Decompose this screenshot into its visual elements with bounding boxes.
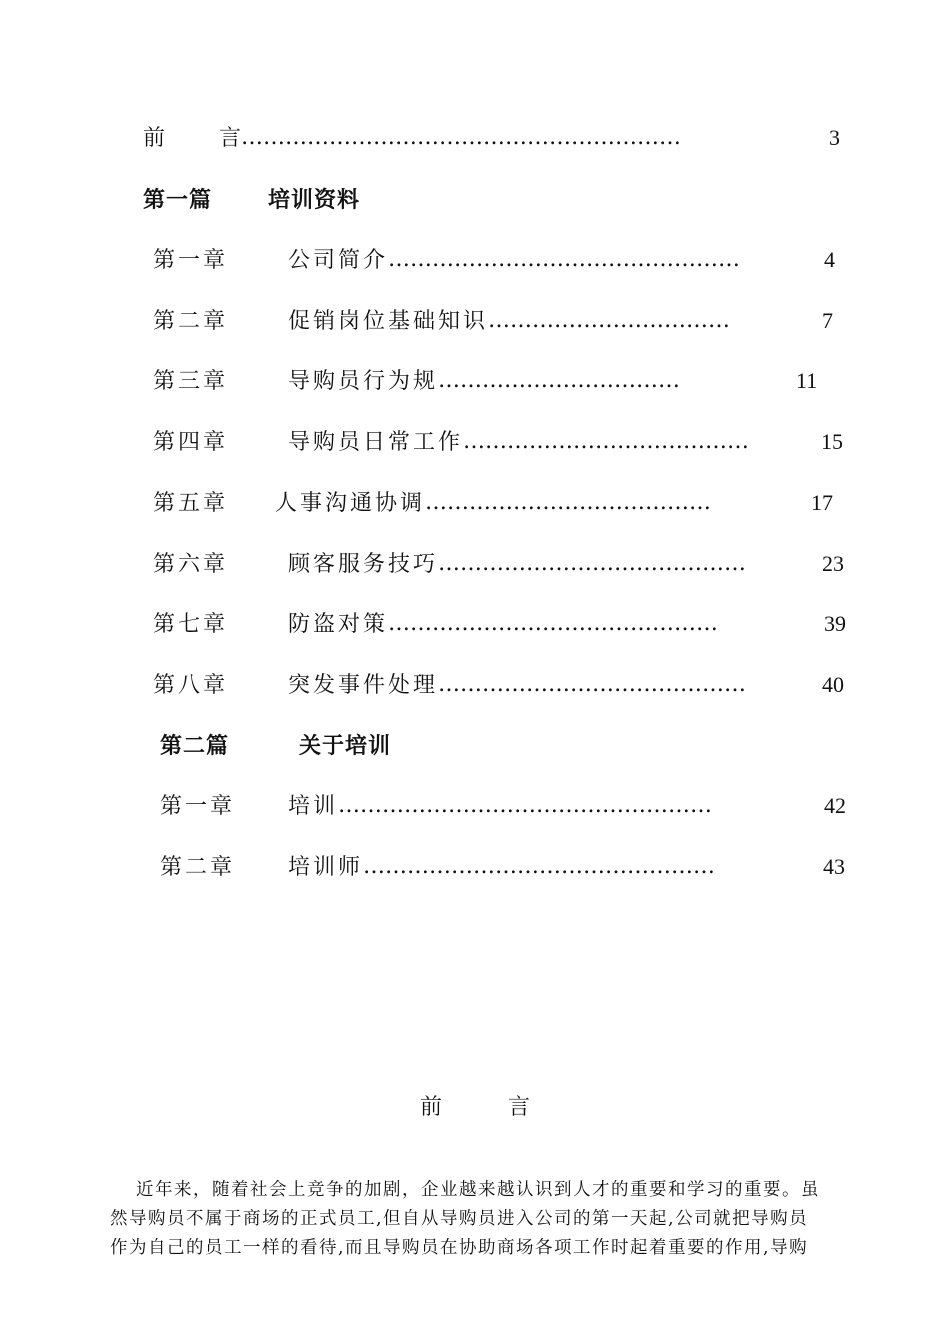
chapter-title: 培训 <box>288 794 339 819</box>
toc-leader: ……………………………………… <box>388 611 719 636</box>
chapter-label: 第一章 <box>160 794 236 819</box>
chapter-title: 导购员行为规 <box>288 369 439 394</box>
chapter-title: 突发事件处理 <box>288 673 439 698</box>
toc-page-number: 4 <box>824 247 836 272</box>
toc-part-heading <box>143 185 360 215</box>
chapter-label: 第七章 <box>153 612 229 637</box>
toc-page-number: 15 <box>821 429 844 454</box>
chapter-title: 培训师 <box>288 855 364 880</box>
toc-chapter-entry[interactable] <box>153 609 846 640</box>
toc-page-number: 40 <box>822 672 845 697</box>
chapter-label: 第二章 <box>160 855 236 880</box>
chapter-title: 顾客服务技巧 <box>288 552 439 577</box>
toc-page-number: 23 <box>822 551 845 576</box>
toc-chapter-entry[interactable] <box>160 791 846 822</box>
toc-chapter-entry[interactable] <box>153 427 843 458</box>
toc-leader: …………………………………………………… <box>241 125 682 150</box>
toc-page-number: 7 <box>822 308 834 333</box>
toc-page-number: 43 <box>823 854 846 879</box>
toc-chapter-entry[interactable] <box>153 366 817 397</box>
chapter-title: 防盗对策 <box>288 612 389 637</box>
toc-chapter-entry[interactable] <box>153 549 844 580</box>
chapter-label: 第三章 <box>153 369 229 394</box>
chapter-title: 促销岗位基础知识 <box>288 309 489 334</box>
part-title: 培训资料 <box>268 187 361 213</box>
toc-page-number: 3 <box>829 125 841 150</box>
toc-leader: ………………………………………… <box>388 247 741 272</box>
chapter-label: 第八章 <box>153 673 229 698</box>
preface-heading <box>420 1093 530 1123</box>
toc-leader: ………………………………… <box>425 490 712 515</box>
preface-paragraph <box>110 1176 852 1263</box>
chapter-label: 第五章 <box>153 491 229 516</box>
toc-preface-entry[interactable] <box>143 123 840 154</box>
toc-page-number: 42 <box>824 793 847 818</box>
toc-chapter-entry[interactable] <box>153 306 833 337</box>
toc-leader: …………………………… <box>488 308 731 333</box>
toc-page-number: 17 <box>811 490 834 515</box>
part-title: 关于培训 <box>299 733 392 759</box>
toc-leader: …………………………………… <box>438 551 747 576</box>
toc-page-number: 11 <box>796 368 818 393</box>
preface-line: 近年来，随着社会上竞争的加剧，企业越来越认识到人才的重要和学习的重要。虽 <box>136 1180 820 1200</box>
chapter-label: 第一章 <box>153 248 229 273</box>
toc-preface-left: 前 <box>143 126 166 151</box>
chapter-title: 公司简介 <box>288 248 389 273</box>
toc-preface-right: 言 <box>219 126 242 151</box>
chapter-title: 导购员日常工作 <box>288 430 464 455</box>
toc-leader: …………………………………………… <box>338 793 713 818</box>
preface-heading-left: 前 <box>420 1095 443 1120</box>
toc-chapter-entry[interactable] <box>153 670 844 701</box>
chapter-label: 第四章 <box>153 430 229 455</box>
chapter-label: 第六章 <box>153 552 229 577</box>
toc-chapter-entry[interactable] <box>153 245 835 276</box>
toc-chapter-entry[interactable] <box>153 488 833 519</box>
part-label: 第一篇 <box>143 187 213 213</box>
toc-leader: …………………………… <box>438 368 681 393</box>
toc-leader: ………………………………… <box>463 429 750 454</box>
chapter-label: 第二章 <box>153 309 229 334</box>
toc-leader: …………………………………… <box>438 672 747 697</box>
part-label: 第二篇 <box>160 733 230 759</box>
preface-heading-right: 言 <box>508 1095 531 1120</box>
chapter-title: 人事沟通协调 <box>275 491 426 516</box>
toc-leader: ………………………………………… <box>363 854 716 879</box>
toc-part-heading <box>160 731 391 761</box>
toc-chapter-entry[interactable] <box>160 852 845 883</box>
preface-line: 作为自己的员工一样的看待,而且导购员在协助商场各项工作时起着重要的作用,导购 <box>110 1238 809 1258</box>
preface-line: 然导购员不属于商场的正式员工,但自从导购员进入公司的第一天起,公司就把导购员 <box>110 1209 809 1229</box>
toc-page-number: 39 <box>824 611 847 636</box>
